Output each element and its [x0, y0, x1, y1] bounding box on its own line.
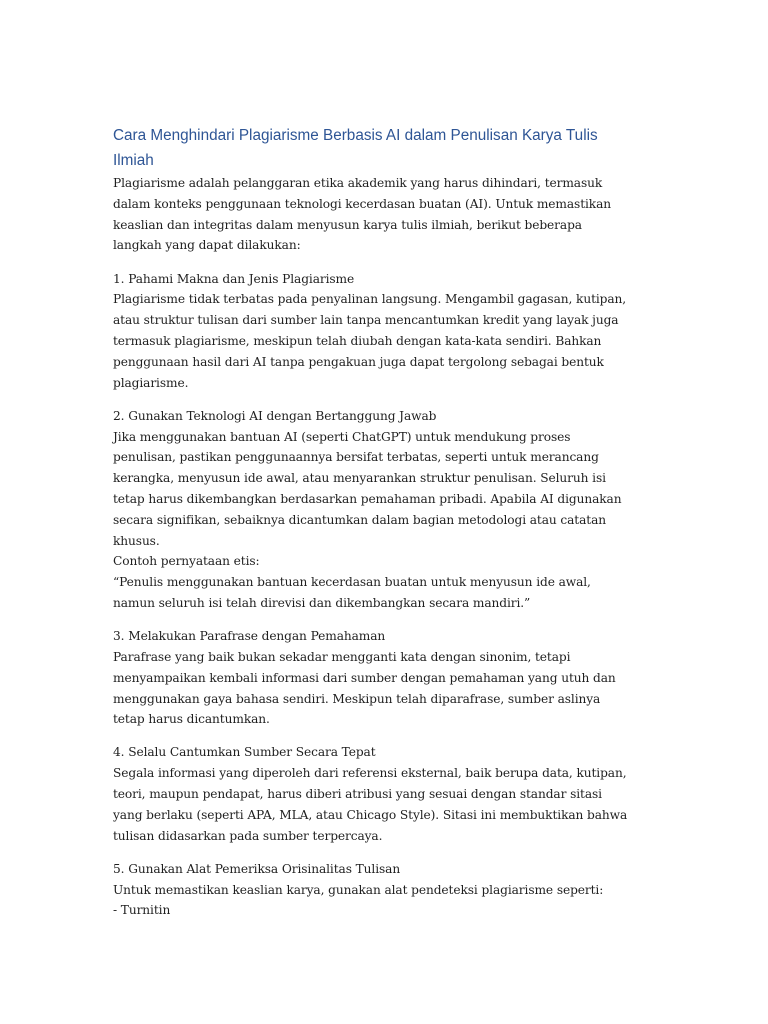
section-line: plagiarisme. — [113, 375, 189, 390]
list-item: - Turnitin — [113, 903, 171, 918]
section-line: Plagiarisme tidak terbatas pada penyalinan langsung. Mengambil gagasan, kutipan, — [113, 292, 627, 307]
section-1-body — [113, 269, 658, 394]
section-line: kerangka, menyusun ide awal, atau menyarankan struktur penulisan. Seluruh isi — [113, 471, 606, 486]
section-line: teori, maupun pendapat, harus diberi atribusi yang sesuai dengan standar sitasi — [113, 787, 602, 802]
section-2-body — [113, 406, 658, 614]
section-2 — [113, 406, 658, 614]
section-line: Jika menggunakan bantuan AI (seperti ChatGPT) untuk mendukung proses — [113, 429, 571, 444]
section-line: menyampaikan kembali informasi dari sumber dengan pemahaman yang utuh dan — [113, 670, 616, 685]
section-3-body — [113, 626, 658, 730]
section-heading: 1. Pahami Makna dan Jenis Plagiarisme — [113, 271, 355, 286]
title-line: Ilmiah — [113, 152, 154, 169]
document-title — [113, 123, 658, 173]
section-3 — [113, 626, 658, 730]
section-5 — [113, 859, 658, 921]
section-line: termasuk plagiarisme, meskipun telah diubah dengan kata-kata sendiri. Bahkan — [113, 333, 602, 348]
paragraph-spacer — [113, 256, 658, 268]
intro-line: Plagiarisme adalah pelanggaran etika akademik yang harus dihindari, termasuk — [113, 176, 603, 190]
section-4-body — [113, 742, 658, 846]
paragraph-spacer — [113, 614, 658, 626]
section-heading: 4. Selalu Cantumkan Sumber Secara Tepat — [113, 745, 376, 760]
section-heading: 3. Melakukan Parafrase dengan Pemahaman — [113, 629, 386, 644]
section-line: penggunaan hasil dari AI tanpa pengakuan juga dapat tergolong sebagai bentuk — [113, 354, 604, 369]
section-line: tetap harus dikembangkan berdasarkan pemahaman pribadi. Apabila AI digunakan — [113, 491, 622, 506]
section-heading: 5. Gunakan Alat Pemeriksa Orisinalitas Tulisan — [113, 861, 401, 876]
section-line: khusus. — [113, 533, 160, 548]
section-line: Parafrase yang baik bukan sekadar mengganti kata dengan sinonim, tetapi — [113, 649, 571, 664]
intro-line: langkah yang dapat dilakukan: — [113, 238, 301, 253]
document-page — [113, 123, 658, 921]
section-5-body — [113, 859, 658, 921]
section-4 — [113, 742, 658, 846]
section-line: penulisan, pastikan penggunaannya bersifat terbatas, seperti untuk merancang — [113, 450, 599, 465]
intro-line: dalam konteks penggunaan teknologi kecerdasan buatan (AI). Untuk memastikan — [113, 196, 611, 211]
section-line: atau struktur tulisan dari sumber lain tanpa mencantumkan kredit yang layak juga — [113, 313, 619, 328]
section-line: secara signifikan, sebaiknya dicantumkan dalam bagian metodologi atau catatan — [113, 512, 606, 527]
section-line: tetap harus dicantumkan. — [113, 712, 270, 727]
section-line: tulisan didasarkan pada sumber terpercaya. — [113, 828, 383, 843]
section-line: Untuk memastikan keaslian karya, gunakan alat pendeteksi plagiarisme seperti: — [113, 882, 604, 897]
section-line: yang berlaku (seperti APA, MLA, atau Chicago Style). Sitasi ini membuktikan bahwa — [113, 807, 628, 822]
example-label: Contoh pernyataan etis: — [113, 554, 260, 569]
intro-line: keaslian dan integritas dalam menyusun karya tulis ilmiah, berikut beberapa — [113, 217, 582, 232]
section-1 — [113, 269, 658, 394]
intro-paragraph — [113, 173, 658, 256]
paragraph-spacer — [113, 846, 658, 858]
section-heading: 2. Gunakan Teknologi AI dengan Bertanggung Jawab — [113, 408, 437, 423]
example-quote-line: “Penulis menggunakan bantuan kecerdasan buatan untuk menyusun ide awal, — [113, 575, 591, 590]
example-quote-line: namun seluruh isi telah direvisi dan dikembangkan secara mandiri.” — [113, 595, 531, 610]
paragraph-spacer — [113, 730, 658, 742]
section-line: menggunakan gaya bahasa sendiri. Meskipun telah diparafrase, sumber aslinya — [113, 691, 601, 706]
section-line: Segala informasi yang diperoleh dari referensi eksternal, baik berupa data, kutipan, — [113, 766, 627, 781]
title-line: Cara Menghindari Plagiarisme Berbasis AI dalam Penulisan Karya Tulis — [113, 127, 598, 144]
paragraph-spacer — [113, 393, 658, 405]
